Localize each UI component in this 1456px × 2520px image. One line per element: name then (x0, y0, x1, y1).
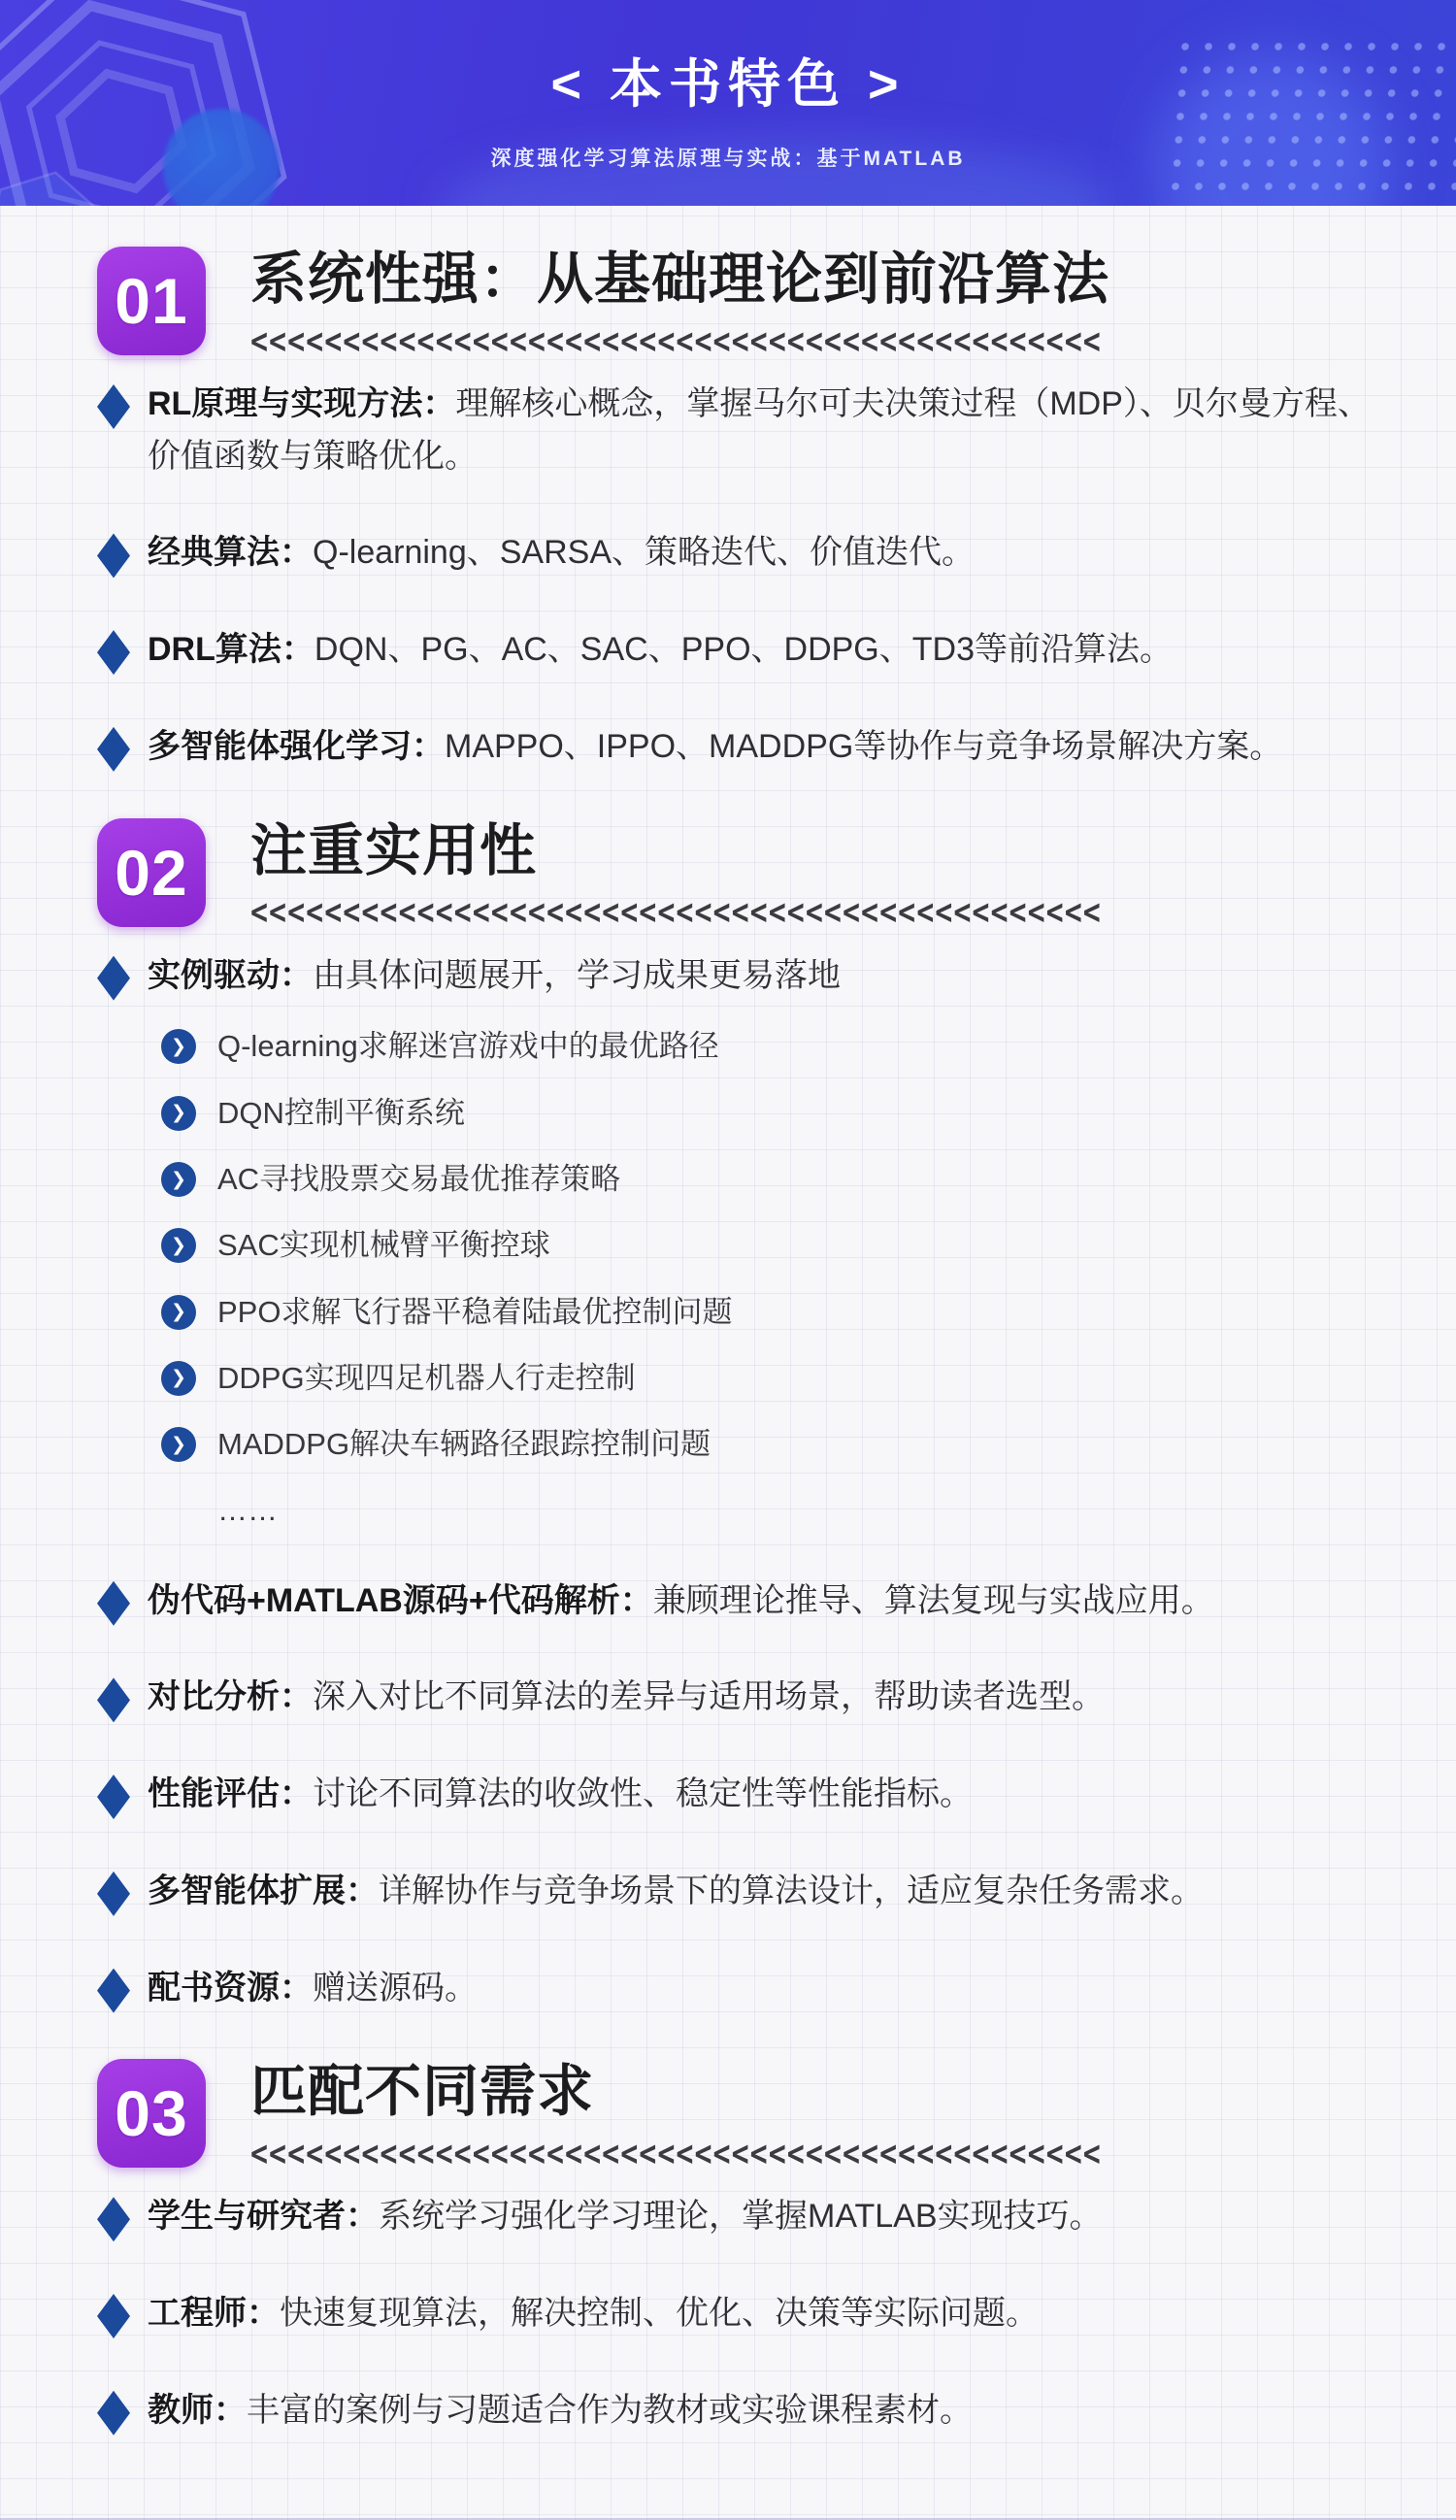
bullet-text (148, 950, 841, 1003)
chevron-right-glyph: ❯ (171, 1368, 186, 1389)
bullet-list (97, 950, 1378, 2015)
example-item (161, 1359, 1378, 1398)
bullet-text (148, 624, 1173, 677)
bullet-row (97, 1575, 1378, 1628)
feature-bullet (97, 624, 1378, 677)
header-banner (0, 0, 1456, 206)
section-title: 匹配不同需求 (250, 2060, 595, 2124)
diamond-icon (97, 956, 130, 1001)
bullet-label: 性能评估： (148, 1775, 313, 1813)
example-text: Q-learning求解迷宫游戏中的最优路径 (217, 1029, 719, 1064)
diamond-icon (97, 2391, 130, 2436)
bullet-label: 伪代码+MATLAB源码+代码解析： (148, 1581, 653, 1619)
example-list (161, 1027, 1378, 1530)
feature-bullet (97, 721, 1378, 774)
section-header (97, 2059, 1378, 2175)
section-header-text (250, 247, 1158, 363)
arrow-circle-icon (161, 1162, 196, 1197)
chevron-decoration: <<<<<<<<<<<<<<<<<<<<<<<<<<<<<<<<<<<<<<<<<<<<<< (250, 2133, 1102, 2175)
bullet-text (148, 2385, 973, 2437)
chevron-right-glyph: ❯ (171, 1036, 186, 1057)
bullet-label: 经典算法： (148, 534, 313, 572)
section-title: 系统性强：从基础理论到前沿算法 (250, 248, 1110, 311)
feature-section-01 (97, 247, 1378, 774)
example-text: PPO求解飞行器平稳着陆最优控制问题 (217, 1294, 733, 1329)
bullet-text (148, 2191, 1103, 2243)
arrow-circle-icon (161, 1096, 196, 1131)
bullet-body: 由具体问题展开，学习成果更易落地 (313, 956, 841, 994)
bullet-text (148, 721, 1282, 774)
bullet-body: 讨论不同算法的收敛性、稳定性等性能指标。 (313, 1775, 973, 1813)
bullet-row (97, 1769, 1378, 1821)
feature-bullet (97, 1575, 1378, 1628)
example-item (161, 1027, 1378, 1066)
example-text: SAC实现机械臂平衡控球 (217, 1228, 550, 1263)
section-number-badge (97, 818, 206, 927)
bullet-row (97, 2288, 1378, 2340)
chevron-decoration: <<<<<<<<<<<<<<<<<<<<<<<<<<<<<<<<<<<<<<<<<<<<<< (250, 319, 1102, 363)
arrow-circle-icon (161, 1295, 196, 1330)
bullet-body: 深入对比不同算法的差异与适用场景，帮助读者选型。 (313, 1678, 1105, 1716)
bullet-text (148, 1769, 973, 1821)
feature-bullet (97, 950, 1378, 1531)
bullet-label: 学生与研究者： (148, 2198, 379, 2236)
example-item (161, 1094, 1378, 1133)
bullet-row (97, 2191, 1378, 2243)
arrow-circle-icon (161, 1427, 196, 1462)
bullet-row (97, 1963, 1378, 2015)
bullet-label: 工程师： (148, 2295, 280, 2332)
example-text: AC寻找股票交易最优推荐策略 (217, 1161, 621, 1196)
example-item (161, 1425, 1378, 1464)
bullet-body: MAPPO、IPPO、MADDPG等协作与竞争场景解决方案。 (445, 727, 1283, 765)
feature-section-02 (97, 818, 1378, 2015)
bullet-label: 对比分析： (148, 1678, 313, 1716)
chevron-right-glyph: ❯ (171, 1434, 186, 1455)
bullet-label: RL原理与实现方法： (148, 385, 456, 422)
example-text: DQN控制平衡系统 (217, 1095, 465, 1130)
section-number-badge (97, 247, 206, 355)
bullet-body: 兼顾理论推导、算法复现与实战应用。 (652, 1581, 1214, 1619)
diamond-icon (97, 384, 130, 429)
bullet-row (97, 379, 1378, 482)
section-number: 03 (115, 2077, 188, 2150)
bullet-body: 赠送源码。 (313, 1969, 478, 2006)
arrow-circle-icon (161, 1361, 196, 1396)
section-number: 01 (115, 265, 188, 337)
diamond-icon (97, 1774, 130, 1819)
diamond-icon (97, 1581, 130, 1626)
bullet-label: 教师： (148, 2391, 247, 2429)
arrow-circle-icon (161, 1029, 196, 1064)
bullet-text (148, 1866, 1204, 1918)
section-header (97, 247, 1378, 363)
bullet-body: 快速复现算法，解决控制、优化、决策等实际问题。 (280, 2295, 1039, 2332)
bullet-row (97, 950, 1378, 1003)
bullet-row (97, 624, 1378, 677)
bullet-label: 多智能体扩展： (148, 1872, 379, 1909)
bullet-text (148, 2288, 1039, 2340)
bullet-label: 多智能体强化学习： (148, 727, 445, 765)
bullet-text (148, 527, 975, 580)
chevron-right-glyph: ❯ (171, 1302, 186, 1323)
bullet-label: 配书资源： (148, 1969, 313, 2006)
example-item (161, 1226, 1378, 1265)
feature-bullet (97, 1866, 1378, 1918)
bullet-body: Q-learning、SARSA、策略迭代、价值迭代。 (313, 534, 976, 572)
arrow-circle-icon (161, 1228, 196, 1263)
example-text: DDPG实现四足机器人行走控制 (217, 1360, 636, 1395)
bullet-body: 理解核心概念，掌握马尔可夫决策过程（MDP）、贝尔曼方程、价值函数与策略优化。 (148, 385, 1371, 475)
feature-bullet (97, 2385, 1378, 2437)
diamond-icon (97, 1872, 130, 1916)
feature-bullet (97, 2191, 1378, 2243)
feature-bullet (97, 2288, 1378, 2340)
feature-bullet (97, 379, 1378, 482)
feature-bullet (97, 1963, 1378, 2015)
diamond-icon (97, 630, 130, 675)
bullet-text (148, 379, 1378, 482)
chevron-decoration: <<<<<<<<<<<<<<<<<<<<<<<<<<<<<<<<<<<<<<<<<<<<<< (250, 891, 1102, 935)
diamond-icon (97, 1969, 130, 2013)
example-text: MADDPG解决车辆路径跟踪控制问题 (217, 1427, 711, 1462)
section-title: 注重实用性 (250, 818, 538, 882)
example-item (161, 1160, 1378, 1199)
bullet-row (97, 527, 1378, 580)
bullet-text (148, 1575, 1214, 1628)
chevron-right-glyph: ❯ (171, 1103, 186, 1124)
bullet-text (148, 1672, 1105, 1724)
diamond-icon (97, 727, 130, 772)
content (0, 206, 1456, 2437)
sections-container (97, 247, 1378, 2437)
section-header-text (250, 818, 1158, 935)
bullet-text (148, 1963, 478, 2015)
bullet-row (97, 721, 1378, 774)
bullet-row (97, 1866, 1378, 1918)
section-header-text (250, 2059, 1158, 2175)
bullet-label: 实例驱动： (148, 956, 313, 994)
example-item (161, 1491, 1378, 1530)
feature-bullet (97, 1769, 1378, 1821)
feature-section-03 (97, 2059, 1378, 2437)
diamond-icon (97, 533, 130, 578)
bullet-list (97, 2191, 1378, 2437)
bullet-row (97, 2385, 1378, 2437)
example-text: …… (217, 1493, 278, 1528)
section-header (97, 818, 1378, 935)
feature-bullet (97, 527, 1378, 580)
bullet-list (97, 379, 1378, 774)
bullet-body: 丰富的案例与习题适合作为教材或实验课程素材。 (247, 2391, 973, 2429)
page-title: < 本书特色 > (550, 55, 906, 114)
bullet-row (97, 1672, 1378, 1724)
bullet-body: 详解协作与竞争场景下的算法设计，适应复杂任务需求。 (379, 1872, 1204, 1909)
diamond-icon (97, 2197, 130, 2241)
bullet-body: DQN、PG、AC、SAC、PPO、DDPG、TD3等前沿算法。 (314, 631, 1173, 669)
example-item (161, 1293, 1378, 1332)
page-subtitle: 深度强化学习算法原理与实战：基于MATLAB (490, 148, 966, 170)
section-number: 02 (115, 836, 188, 909)
chevron-right-glyph: ❯ (171, 1235, 186, 1256)
bullet-body: 系统学习强化学习理论，掌握MATLAB实现技巧。 (379, 2198, 1103, 2236)
feature-bullet (97, 1672, 1378, 1724)
section-number-badge (97, 2059, 206, 2168)
diamond-icon (97, 1677, 130, 1722)
bullet-label: DRL算法： (148, 631, 314, 669)
diamond-icon (97, 2294, 130, 2338)
chevron-right-glyph: ❯ (171, 1169, 186, 1190)
